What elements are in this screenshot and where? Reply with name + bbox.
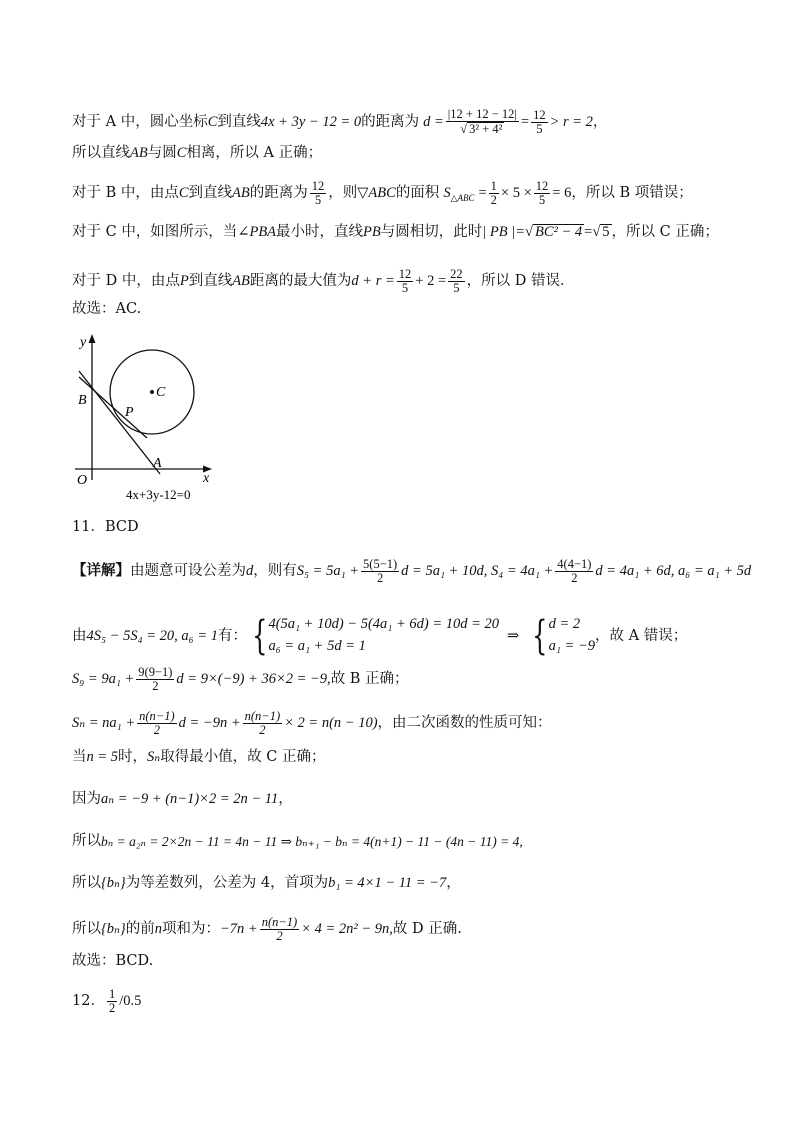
line-an <box>72 792 293 807</box>
symbol-c: C <box>207 113 218 130</box>
condition: 4S₅ − 5S₄ = 20, a₆ = 1 <box>86 627 218 644</box>
equation-2: a₆ = a₁ + 5d = 1 <box>268 637 366 654</box>
text: 对于 A 中，圆心坐标 <box>72 113 208 130</box>
formula-b1: b₁ = 4×1 − 11 = −7 <box>328 875 447 891</box>
fraction <box>260 916 300 943</box>
text: 所以 <box>72 833 101 849</box>
p-label: P <box>125 405 134 420</box>
equation-1: 4(5a₁ + 10d) − 5(4a₁ + 6d) = 10d = 20 <box>268 616 500 632</box>
text: 与圆 <box>147 145 177 161</box>
abs-pb: | PB |= <box>482 223 525 240</box>
text: 故 B 正确； <box>330 671 409 688</box>
line-detail-11 <box>72 558 751 585</box>
c-label: C <box>156 385 166 400</box>
fraction-distance <box>446 108 519 136</box>
sequence-bn: {bₙ} <box>101 921 126 938</box>
area-symbol <box>443 185 475 204</box>
symbol-ab: AB <box>232 273 250 290</box>
text: 项和为： <box>161 921 220 938</box>
formula-sn: Sₙ <box>147 749 161 765</box>
text: 最小时，直线 <box>276 223 364 240</box>
text: 由 <box>72 627 87 644</box>
symbol-n: n <box>154 921 162 938</box>
text: 到直线 <box>217 113 261 130</box>
denominator: 5 <box>314 193 322 208</box>
text: 对于 D 中，由点 <box>72 273 180 290</box>
denominator: 2 <box>490 193 497 208</box>
text: 距离的最大值为 <box>249 273 352 290</box>
fraction-half <box>489 180 499 207</box>
triangle-abc: ▽ABC <box>357 185 396 202</box>
denominator: 5 <box>538 193 546 208</box>
result-brace: { d = 2 a₁ = −9 <box>532 612 595 659</box>
text: 所以 <box>72 921 101 938</box>
line-sn <box>72 710 552 737</box>
numerator: 5(5−1) <box>363 557 398 571</box>
fraction <box>555 558 593 585</box>
text: 相离，所以 A 正确； <box>186 145 323 161</box>
line-option-b <box>72 180 693 207</box>
text: ，所以 C 正确； <box>611 223 719 240</box>
text: 当 <box>72 749 87 765</box>
formula-dr: d + r = <box>351 273 395 290</box>
equation-label: 4x+3y-12=0 <box>126 487 191 502</box>
line-bn-sum <box>72 916 462 943</box>
formula-tail: d = 4a₁ + 6d, a₆ = a₁ + 5d <box>595 563 752 580</box>
text: 故 D 正确. <box>392 921 462 938</box>
formula-tail: > r = 2 <box>549 113 593 130</box>
formula-bn: bₙ = a₂ₙ = 2×2n − 11 = 4n − 11 ⇒ bₙ₊₁ − bₙ = 4(n+1) − 11 − (4n − 11) = 4, <box>101 833 523 849</box>
question-number: 12． <box>72 993 105 1010</box>
line-minimum <box>72 750 326 765</box>
fraction <box>243 710 283 737</box>
text: 因为 <box>72 791 101 807</box>
numerator: 12 <box>398 267 412 281</box>
numerator: |12 + 12 − 12| <box>447 107 517 121</box>
fraction <box>534 180 551 207</box>
question-12 <box>72 988 141 1015</box>
line-bn-arith <box>72 876 461 891</box>
text: 到直线 <box>188 185 233 202</box>
line-option-c: 对于 C 中，如图所示，当 ∠PBA 最小时，直线 PB 与圆相切，此时 | PB |= √ BC² − 4 = √ 5 ，所以 C 正确； <box>72 223 719 240</box>
denominator: 2 <box>152 679 159 694</box>
text: 的面积 <box>395 185 440 202</box>
formula-mid: d = 5a₁ + 10d, S₄ = 4a₁ + <box>401 563 554 580</box>
text: 由题意可设公差为 <box>130 563 246 580</box>
equals: = <box>478 185 487 202</box>
text: 时， <box>118 749 148 765</box>
formula-n5: n = 5 <box>86 749 119 765</box>
denominator: 2 <box>276 929 283 944</box>
y-axis-arrow <box>89 334 96 343</box>
fraction <box>137 710 177 737</box>
text: ， <box>446 875 461 891</box>
symbol-c: C <box>176 145 187 161</box>
formula-mid: d = 9×(−9) + 36×2 = −9, <box>176 671 331 688</box>
denominator: √ 3² + 4² <box>460 122 503 137</box>
line-s9 <box>72 666 409 693</box>
fraction <box>448 268 465 295</box>
text: 对于 B 中，由点 <box>72 185 179 202</box>
denominator: 2 <box>259 723 266 738</box>
fraction <box>397 268 414 295</box>
fraction-half <box>107 988 117 1015</box>
system-brace: { 4(5a₁ + 10d) − 5(4a₁ + 6d) = 10d = 20 a₆ = a₁ + 5d = 1 <box>252 612 500 659</box>
numerator: 4(4−1) <box>557 557 592 571</box>
numerator: n(n−1) <box>244 709 281 723</box>
formula-tail: × 4 = 2n² − 9n, <box>301 921 393 938</box>
denominator: 5 <box>536 121 543 136</box>
fraction-12-5 <box>531 109 548 136</box>
radicand: BC² − 4 <box>534 224 583 240</box>
formula-head: −7n + <box>219 921 258 938</box>
fraction <box>361 558 399 585</box>
denominator: 5 <box>401 281 409 296</box>
sequence-bn: {bₙ} <box>101 875 126 891</box>
numerator: 1 <box>490 179 497 193</box>
fraction <box>310 180 327 207</box>
center-point <box>150 390 154 394</box>
text: ，所以 D 错误． <box>466 273 575 290</box>
line-option-a <box>72 108 607 136</box>
formula-tail: × 2 = n(n − 10) <box>284 715 378 732</box>
origin-label: O <box>77 473 88 488</box>
detail-tag: 【详解】 <box>72 562 130 580</box>
numerator: n(n−1) <box>139 709 175 723</box>
subscript: △ABC <box>450 193 475 204</box>
question-number: 11．BCD <box>72 519 139 535</box>
text: 所以 <box>72 875 101 891</box>
numerator: 12 <box>535 179 549 193</box>
symbol-ab: AB <box>130 145 148 161</box>
s: S <box>443 185 451 202</box>
implies-arrow: ⇒ <box>507 627 520 644</box>
line-answer-10 <box>72 302 141 317</box>
line-conclusion-a <box>72 146 322 161</box>
result-d: d = 2 <box>548 616 581 632</box>
b-label: B <box>78 393 87 408</box>
text: ，所以 B 项错误； <box>571 185 693 202</box>
formula-s9: S₉ = 9a₁ + <box>72 671 135 688</box>
formula-s5: S₅ = 5a₁ + <box>296 563 360 580</box>
text: 与圆相切，此时 <box>380 223 483 240</box>
line-answer-11 <box>72 954 153 969</box>
tangent-pb <box>79 377 147 438</box>
symbol-c: C <box>178 185 189 202</box>
formula-d: d = <box>423 113 444 130</box>
text: ， <box>278 791 293 807</box>
text: 到直线 <box>188 273 233 290</box>
angle-pba: ∠PBA <box>237 223 277 240</box>
text: ，则有 <box>253 563 297 580</box>
a-label: A <box>153 456 162 471</box>
formula-plus: + 2 = <box>415 273 447 290</box>
numerator: 12 <box>533 107 546 122</box>
y-label: y <box>80 335 87 350</box>
text: 所以直线 <box>72 145 130 161</box>
line-option-d <box>72 268 574 295</box>
text: 的前 <box>125 921 155 938</box>
text: ， <box>592 113 608 130</box>
line-ab <box>79 371 160 474</box>
denominator: 2 <box>376 571 384 586</box>
symbol-pb: PB <box>363 223 381 240</box>
formula-sn: Sₙ = na₁ + <box>72 715 136 732</box>
text: 取得最小值，故 C 正确； <box>160 749 326 765</box>
denominator: 5 <box>453 281 460 296</box>
text: 对于 C 中，如图所示，当 <box>72 223 238 240</box>
numerator: 1 <box>108 987 116 1001</box>
answer-text: 故选：AC. <box>72 301 142 317</box>
text: 的距离为 <box>361 113 420 130</box>
numerator: 22 <box>450 267 463 281</box>
radicand: 3² + 4² <box>469 122 503 137</box>
text: 为等差数列，公差为 4，首项为 <box>125 875 329 891</box>
result-a1: a₁ = −9 <box>548 637 595 654</box>
numerator: 12 <box>311 179 325 193</box>
equals: = <box>584 223 593 240</box>
formula-result: = 6 <box>552 185 572 202</box>
text: ，则 <box>328 185 358 202</box>
numerator: 9(9−1) <box>138 665 173 679</box>
formula-an: aₙ = −9 + (n−1)×2 = 2n − 11 <box>101 791 279 807</box>
text: 有： <box>217 627 247 644</box>
coordinate-figure <box>70 330 220 505</box>
denominator: 2 <box>571 571 578 586</box>
text: 的距离为 <box>249 185 308 202</box>
x-label: x <box>203 471 210 486</box>
denominator: 2 <box>108 1001 116 1016</box>
formula-mid: d = −9n + <box>178 715 241 732</box>
numerator: n(n−1) <box>261 915 298 929</box>
denominator: 2 <box>153 723 160 738</box>
formula-line: 4x + 3y − 12 = 0 <box>260 113 362 130</box>
answer-tail: /0.5 <box>119 993 142 1010</box>
fraction <box>136 666 174 693</box>
line-bn <box>72 834 523 849</box>
text: ，故 A 错误； <box>595 627 688 644</box>
answer-text: 故选：BCD. <box>72 953 154 969</box>
symbol-p: P <box>179 273 189 290</box>
text: ，由二次函数的性质可知： <box>377 715 552 732</box>
radicand: 5 <box>602 224 610 240</box>
equals: = <box>520 113 530 130</box>
symbol-ab: AB <box>232 185 250 202</box>
symbol-d: d <box>246 563 254 580</box>
line-system <box>72 614 687 658</box>
question-11 <box>72 520 139 535</box>
formula-mid: × 5 × <box>500 185 532 202</box>
